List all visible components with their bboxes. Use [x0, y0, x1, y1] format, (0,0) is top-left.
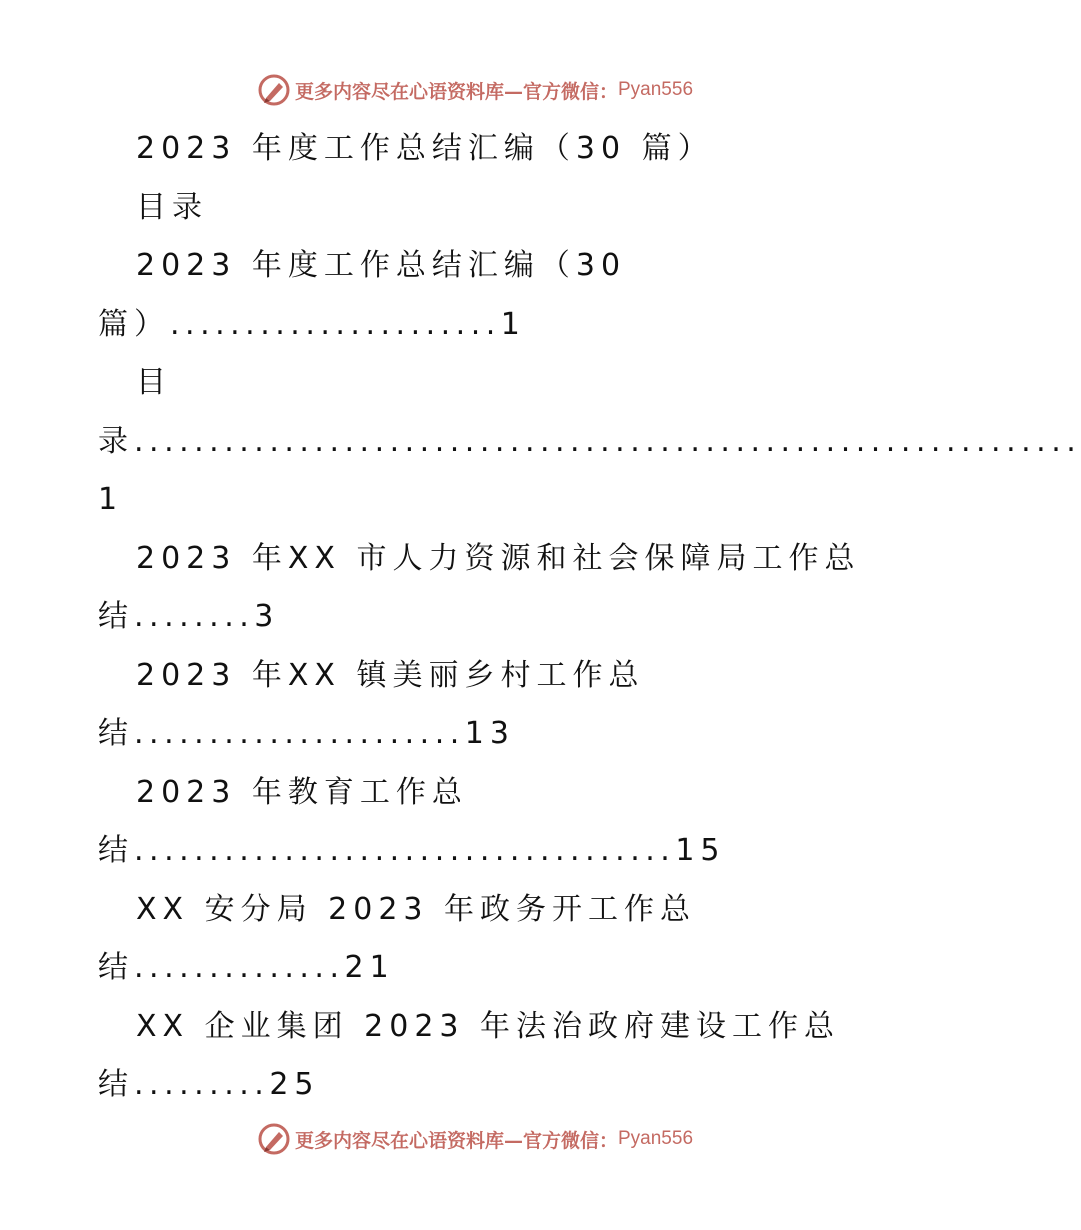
- pen-logo-icon: [257, 1122, 291, 1156]
- header-watermark: [0, 70, 950, 110]
- toc-entry-leader: [98, 413, 1081, 530]
- toc-dot-leader: ..............: [134, 950, 345, 985]
- watermark-wechat-id: Pyan556: [618, 1128, 694, 1149]
- toc-entry-tail-text: 结: [98, 1067, 134, 1102]
- toc-dot-leader: ........: [134, 599, 255, 634]
- toc-entry-leader: [98, 1056, 858, 1115]
- toc-entry-title: XX 企业集团 2023 年法治政府建设工作总: [136, 1008, 841, 1044]
- toc-entry-title: XX 安分局 2023 年政务开工作总: [136, 891, 697, 927]
- toc-entry-title: 2023 年教育工作总: [136, 774, 468, 810]
- toc-entry-leader: [98, 822, 858, 881]
- document-title: 2023 年度工作总结汇编（30 篇）: [136, 131, 714, 166]
- toc-heading: 目录: [136, 189, 208, 225]
- toc-entry-title: 目: [136, 365, 172, 400]
- toc-entry-leader: [98, 588, 858, 647]
- toc-page-number: 1: [500, 306, 526, 342]
- toc-entry-title: 2023 年XX 市人力资源和社会保障局工作总: [136, 540, 861, 576]
- toc-dot-leader: ......................: [170, 306, 501, 342]
- toc-dot-leader: ....................................: [134, 833, 676, 868]
- watermark-wechat-id: Pyan556: [618, 79, 694, 100]
- toc-entry-tail-text: 结: [98, 599, 134, 634]
- toc-dot-leader: .........: [134, 1067, 270, 1102]
- toc-entry-leader: [98, 296, 858, 355]
- toc-page-number: 1: [98, 482, 124, 517]
- toc-entry-tail-text: 结: [98, 833, 134, 868]
- toc-entry-title: 2023 年XX 镇美丽乡村工作总: [136, 657, 645, 693]
- toc-page-number: 21: [344, 950, 395, 985]
- toc-page-number: 3: [254, 599, 280, 634]
- toc-page-number: 15: [675, 833, 726, 868]
- toc-dot-leader: ...............................................................: [134, 423, 1081, 459]
- toc-entry-tail-text: 结: [98, 950, 134, 985]
- document-body: [98, 120, 1081, 1115]
- toc-entry-tail-text: 篇）: [98, 306, 170, 342]
- toc-entry-leader: [98, 705, 858, 764]
- watermark-text: 更多内容尽在心语资料库—官方微信：: [294, 80, 618, 103]
- pen-logo-icon: [257, 73, 291, 107]
- toc-entry-title: 2023 年度工作总结汇编（30: [136, 248, 627, 283]
- watermark-text: 更多内容尽在心语资料库—官方微信：: [294, 1129, 618, 1152]
- toc-entry-tail-text: 录: [98, 423, 134, 459]
- toc-page-number: 25: [269, 1067, 320, 1102]
- toc-entry-leader: [98, 939, 858, 998]
- toc-entry-tail-text: 结: [98, 716, 134, 751]
- toc-page-number: 13: [464, 716, 515, 751]
- footer-watermark: [0, 1119, 950, 1159]
- toc-dot-leader: ......................: [134, 716, 465, 751]
